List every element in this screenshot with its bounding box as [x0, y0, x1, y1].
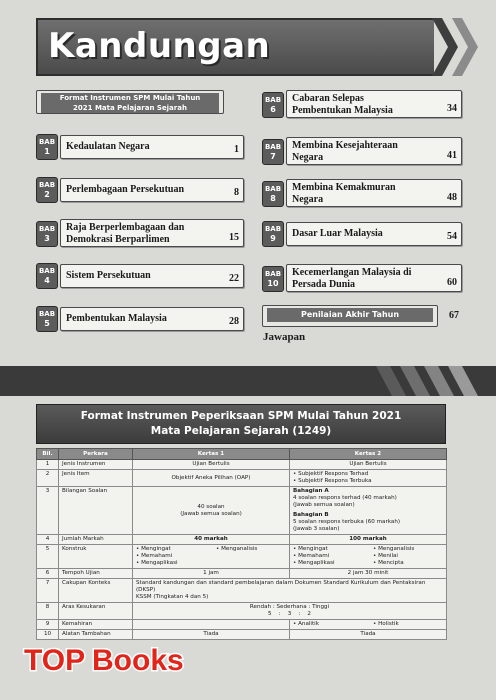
- table-row: 2 Jenis Item Objektif Aneka Pilihan (OAP) • Subjektif Respons Terhad • Subjektif Respons Terbuka: [37, 470, 447, 487]
- bab-badge: BAB 9: [262, 221, 284, 247]
- table-row: 5 Konstruk • Mengingat • Memahami • Mengaplikasi • Menganalisis • Mengingat • Memahami • Mengaplikasi • Menganalisis • Menilai • Mencipta: [37, 545, 447, 569]
- table-row: 9 Kemahiran • Analitik • Holistik: [37, 620, 447, 630]
- jawapan-link[interactable]: Jawapan: [263, 331, 306, 343]
- toc-item-bab-9[interactable]: [262, 221, 462, 247]
- bab-badge: BAB 1: [36, 134, 58, 160]
- toc-title: Membina Kesejahteraan Negara: [292, 140, 398, 163]
- bab-badge: BAB 5: [36, 306, 58, 332]
- table-row: 10 Alatan Tambahan Tiada Tiada: [37, 630, 447, 640]
- bab-badge: BAB 10: [262, 266, 284, 292]
- format-table-title: Format Instrumen Peperiksaan SPM Mulai Tahun 2021 Mata Pelajaran Sejarah (1249): [36, 404, 446, 444]
- table-row: 7 Cakupan Konteks Standard kandungan dan standard pembelajaran dalam Dokumen Standard Kurikulum dan Pentaksiran (DKSP) KSSM (Tingkatan 4 dan 5): [37, 579, 447, 603]
- toc-format-label-1: Format Instrumen SPM Mulai Tahun: [41, 93, 219, 103]
- toc-title: Sistem Persekutuan: [66, 270, 151, 281]
- toc-item-bab-3[interactable]: [36, 221, 244, 247]
- section-divider-band: [0, 366, 496, 396]
- toc-format-entry[interactable]: [36, 90, 224, 114]
- toc-item-bab-5[interactable]: [36, 306, 244, 332]
- page-title: Kandungan: [48, 26, 271, 66]
- bab-badge: BAB 6: [262, 92, 284, 118]
- toc-item-bab-7[interactable]: [262, 139, 462, 165]
- toc-item-bab-4[interactable]: [36, 263, 244, 289]
- toc-item-bab-10[interactable]: [262, 266, 462, 292]
- bab-badge: BAB 2: [36, 177, 58, 203]
- table-header-row: Bil. Perkara Kertas 1 Kertas 2: [37, 449, 447, 460]
- toc-title: Dasar Luar Malaysia: [292, 228, 383, 239]
- format-table: [36, 448, 447, 640]
- toc-format-label-2: 2021 Mata Pelajaran Sejarah: [41, 103, 219, 113]
- table-row: 4 Jumlah Markah 40 markah 100 markah: [37, 535, 447, 545]
- toc-penilaian-entry[interactable]: [262, 305, 459, 327]
- band-chevron-icon: [376, 366, 496, 396]
- title-bar: [36, 18, 434, 76]
- toc-title: Pembentukan Malaysia: [66, 313, 167, 324]
- chevron-right-icon: [452, 18, 478, 76]
- toc-page: 48: [447, 192, 457, 203]
- toc-penilaian-label: Penilaian Akhir Tahun: [267, 308, 433, 322]
- toc-item-bab-8[interactable]: [262, 181, 462, 207]
- bab-badge: BAB 7: [262, 139, 284, 165]
- toc-title: Cabaran Selepas Pembentukan Malaysia: [292, 93, 393, 116]
- bab-badge: BAB 4: [36, 263, 58, 289]
- toc-item-bab-2[interactable]: [36, 177, 244, 203]
- toc-page: 67: [449, 310, 459, 321]
- table-row: 3 Bilangan Soalan 40 soalan (Jawab semua soalan) Bahagian A 4 soalan respons terhad (40 markah) (Jawab semua soalan) Bahagian B 5 soalan respons terbuka (60 markah) (Jawab 3 soalan): [37, 487, 447, 535]
- toc-item-bab-1[interactable]: [36, 134, 244, 160]
- table-row: 8 Aras Kesukaran Rendah : Sederhana : Tinggi 5 : 3 : 2: [37, 603, 447, 620]
- table-row: 1 Jenis Instrumen Ujian Bertulis Ujian Bertulis: [37, 460, 447, 470]
- toc-title: Kedaulatan Negara: [66, 141, 150, 152]
- toc-page: 22: [229, 273, 239, 284]
- table-row: 6 Tempoh Ujian 1 jam 2 jam 30 minit: [37, 569, 447, 579]
- svg-text:TOP: TOP: [24, 644, 86, 677]
- toc-title: Raja Berperlembagaan dan Demokrasi Berparlimen: [66, 222, 185, 245]
- toc-page: 1: [234, 144, 239, 155]
- toc-page: 41: [447, 150, 457, 161]
- toc-page: 15: [229, 232, 239, 243]
- toc-page: 34: [447, 103, 457, 114]
- toc-page: 8: [234, 187, 239, 198]
- toc-title: Perlembagaan Persekutuan: [66, 184, 185, 195]
- bab-badge: BAB 3: [36, 221, 58, 247]
- toc-page: 28: [229, 316, 239, 327]
- topbooks-logo: [22, 632, 192, 680]
- bab-badge: BAB 8: [262, 181, 284, 207]
- toc-page: 54: [447, 231, 457, 242]
- svg-text:Books: Books: [92, 644, 184, 677]
- toc-title: Kecemerlangan Malaysia di Persada Dunia: [292, 267, 412, 290]
- toc-page: 60: [447, 277, 457, 288]
- toc-item-bab-6[interactable]: [262, 92, 462, 118]
- toc-title: Membina Kemakmuran Negara: [292, 182, 396, 205]
